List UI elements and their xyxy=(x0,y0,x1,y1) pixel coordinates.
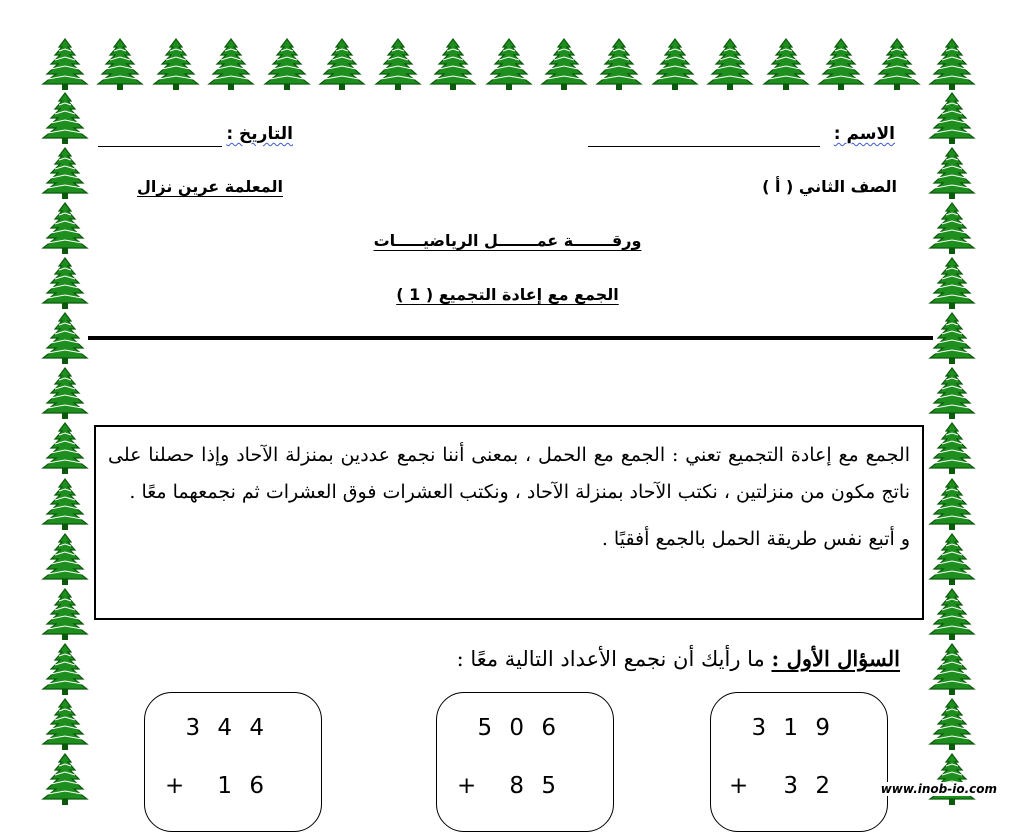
problem-2-plus: + xyxy=(457,773,477,799)
name-field[interactable] xyxy=(588,146,820,147)
tree-icon xyxy=(816,38,866,90)
tree-icon xyxy=(262,38,312,90)
teacher-name: المعلمة عرين نزال xyxy=(137,177,283,196)
tree-icon xyxy=(872,38,922,90)
tree-icon xyxy=(594,38,644,90)
tree-border-right xyxy=(927,92,977,805)
tree-icon xyxy=(539,38,589,90)
tree-icon xyxy=(927,422,977,474)
tree-border-top xyxy=(40,38,977,88)
problem-card-1 xyxy=(710,692,888,832)
problem-3-top: 3 4 4 xyxy=(185,715,269,741)
tree-icon xyxy=(927,753,977,805)
tree-icon xyxy=(927,367,977,419)
tree-icon xyxy=(40,422,90,474)
tree-icon xyxy=(927,533,977,585)
tree-icon xyxy=(927,588,977,640)
question-1-text: ما رأيك أن نجمع الأعداد التالية معًا : xyxy=(456,647,765,671)
problem-1-bottom: 3 2 xyxy=(783,773,835,799)
tree-icon xyxy=(927,38,977,90)
problem-card-3 xyxy=(144,692,322,832)
problem-1-plus: + xyxy=(729,773,749,799)
problem-card-2 xyxy=(436,692,614,832)
date-field[interactable] xyxy=(98,146,222,147)
tree-icon xyxy=(206,38,256,90)
tree-icon xyxy=(40,367,90,419)
tree-icon xyxy=(927,698,977,750)
divider xyxy=(88,336,933,340)
question-1-label: السؤال الأول : xyxy=(771,646,900,671)
explanation-box xyxy=(94,425,924,620)
problem-3-bottom: 1 6 xyxy=(217,773,269,799)
tree-icon xyxy=(927,643,977,695)
tree-icon xyxy=(317,38,367,90)
tree-icon xyxy=(927,147,977,199)
problem-1-top: 3 1 9 xyxy=(751,715,835,741)
worksheet-title: ورقـــــــة عمـــــــل الرياضيـــــات xyxy=(373,231,642,250)
tree-icon xyxy=(40,753,90,805)
tree-icon xyxy=(40,147,90,199)
tree-icon xyxy=(927,312,977,364)
lesson-title: الجمع مع إعادة التجميع ( 1 ) xyxy=(396,285,619,304)
tree-icon xyxy=(40,643,90,695)
date-label xyxy=(226,124,293,144)
class-label: الصف الثاني ( أ ) xyxy=(762,177,897,196)
tree-icon xyxy=(428,38,478,90)
date-label-text: التاريخ : xyxy=(226,124,293,144)
question-1 xyxy=(457,646,900,671)
tree-icon xyxy=(40,312,90,364)
tree-icon xyxy=(40,478,90,530)
problem-2-bottom: 8 5 xyxy=(509,773,561,799)
tree-icon xyxy=(151,38,201,90)
explanation-note: و أتبع نفس طريقة الحمل بالجمع أفقيًا . xyxy=(601,528,910,550)
tree-icon xyxy=(40,588,90,640)
tree-border-left xyxy=(40,92,90,805)
tree-icon xyxy=(705,38,755,90)
tree-icon xyxy=(650,38,700,90)
tree-icon xyxy=(40,533,90,585)
tree-icon xyxy=(373,38,423,90)
name-label-text: الاسم : xyxy=(833,124,895,144)
tree-icon xyxy=(40,38,90,90)
tree-icon xyxy=(40,698,90,750)
watermark: www.inob-io.com xyxy=(878,782,1000,796)
problem-3-plus: + xyxy=(165,773,185,799)
explanation-paragraph: الجمع مع إعادة التجميع تعني : الجمع مع الحمل ، بمعنى أننا نجمع عددين بمنزلة الآحاد وإذا حصلنا على ناتج مكون من منزلتين ، نكتب الآحاد بمنزلة الآحاد ، ونكتب العشرات فوق العشرات ثم نجمعهما معًا . xyxy=(108,444,910,503)
tree-icon xyxy=(95,38,145,90)
tree-icon xyxy=(40,92,90,144)
tree-icon xyxy=(484,38,534,90)
name-label xyxy=(834,124,895,144)
tree-icon xyxy=(927,92,977,144)
tree-icon xyxy=(927,478,977,530)
problem-2-top: 5 0 6 xyxy=(477,715,561,741)
tree-icon xyxy=(761,38,811,90)
